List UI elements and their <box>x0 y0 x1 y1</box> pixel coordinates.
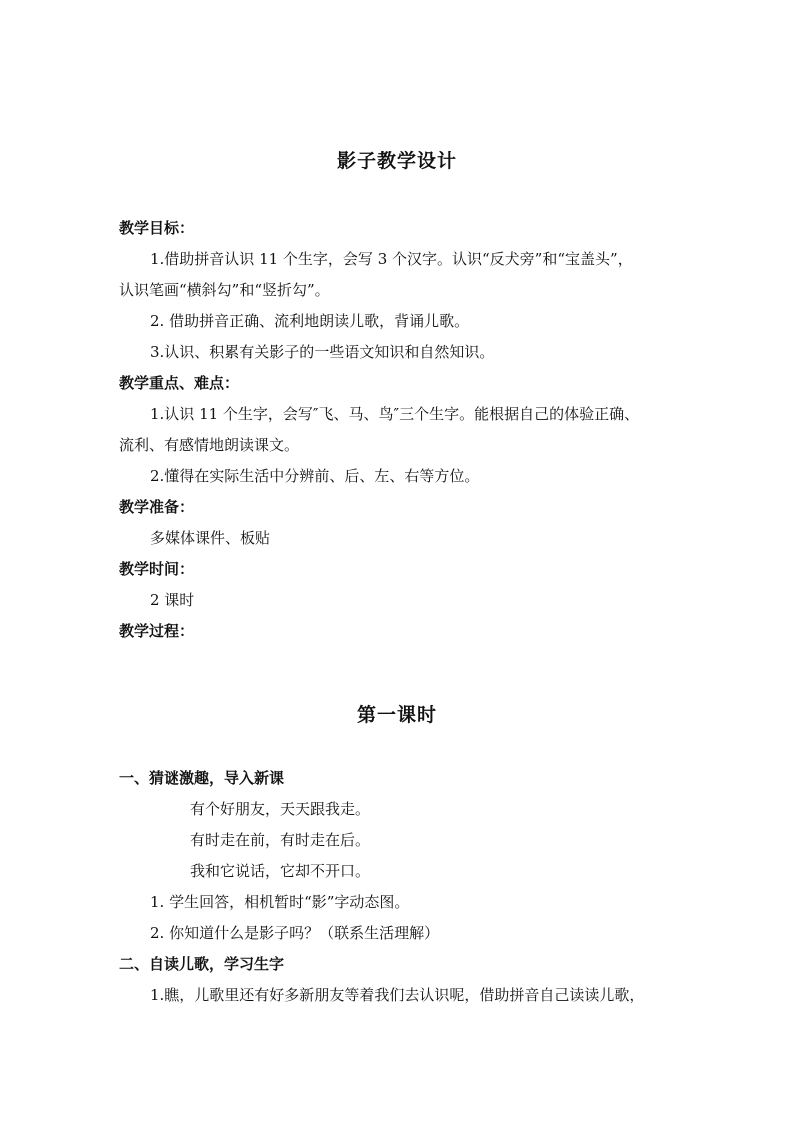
riddle-line-3: 我和它说话，它却不开口。 <box>190 862 371 880</box>
prep-heading: 教学准备： <box>119 498 195 516</box>
part2-item-1: 1.瞧，儿歌里还有好多新朋友等着我们去认识呢，借助拼音自己读读儿歌， <box>150 986 645 1004</box>
goals-item-1b: 认识笔画“横斜勾”和“竖折勾”。 <box>119 281 330 299</box>
goals-heading: 教学目标： <box>119 219 195 237</box>
goals-item-1a: 1.借助拼音认识 11 个生字，会写 3 个汉字。认识“反犬旁”和“宝盖头”， <box>150 250 633 268</box>
time-text: 2 课时 <box>150 591 195 609</box>
part2-heading: 二、自读儿歌，学习生字 <box>119 955 285 973</box>
goals-item-3: 3.认识、积累有关影子的一些语文知识和自然知识。 <box>150 343 495 361</box>
riddle-line-1: 有个好朋友，天天跟我走。 <box>190 800 371 818</box>
key-item-1a: 1.认识 11 个生字，会写″飞、马、鸟″三个生字。能根据自己的体验正确、 <box>150 405 640 423</box>
process-heading: 教学过程： <box>119 622 195 640</box>
time-heading: 教学时间： <box>119 560 195 578</box>
riddle-line-2: 有时走在前，有时走在后。 <box>190 831 371 849</box>
step-1: 1. 学生回答，相机暂时“影”字动态图。 <box>150 893 410 911</box>
step-2: 2. 你知道什么是影子吗？（联系生活理解） <box>150 924 440 942</box>
lesson-title: 第一课时 <box>356 704 437 726</box>
key-heading: 教学重点、难点： <box>119 374 240 392</box>
prep-text: 多媒体课件、板贴 <box>150 529 271 547</box>
key-item-1b: 流利、有感情地朗读课文。 <box>119 436 300 454</box>
part1-heading: 一、猜谜激趣，导入新课 <box>119 769 285 787</box>
goals-item-2: 2. 借助拼音正确、流利地朗读儿歌，背诵儿歌。 <box>150 312 470 330</box>
key-item-2: 2.懂得在实际生活中分辨前、后、左、右等方位。 <box>150 467 480 485</box>
document-title: 影子教学设计 <box>336 150 457 172</box>
